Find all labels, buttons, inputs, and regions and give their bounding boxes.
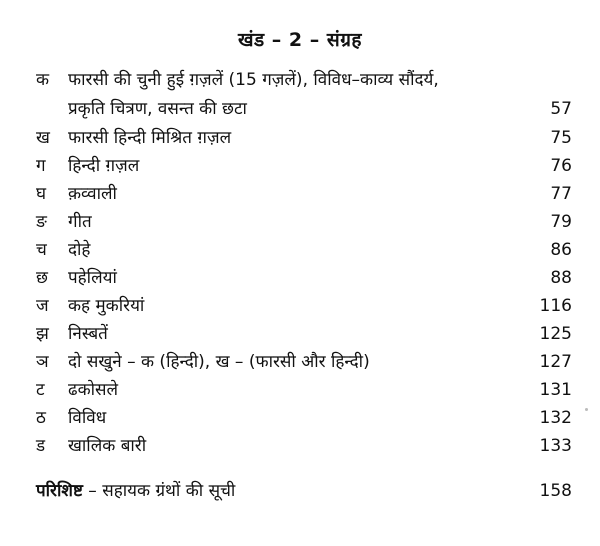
- toc-entry: [36, 404, 572, 432]
- entry-page-number: 125: [539, 324, 572, 344]
- toc-entry: [36, 152, 572, 180]
- entry-title: गीत: [68, 212, 92, 232]
- entry-page-number: 131: [539, 380, 572, 400]
- entry-letter: च: [36, 240, 47, 260]
- entry-letter: ट: [36, 380, 45, 400]
- entry-page-number: 86: [550, 240, 572, 260]
- section-title: खंड – 2 – संग्रह: [237, 29, 363, 51]
- entry-title: हिन्दी ग़ज़ल: [68, 156, 140, 176]
- entry-title: [68, 66, 512, 124]
- entry-page-number: 127: [539, 352, 572, 372]
- entry-title: ढकोसले: [68, 380, 119, 400]
- entry-page-number: 79: [550, 212, 572, 232]
- toc-entry: [36, 320, 572, 348]
- toc-entry: [36, 66, 572, 124]
- appendix-title: [36, 477, 512, 505]
- appendix-entry: [36, 477, 572, 505]
- entry-title: पहेलियां: [68, 268, 117, 288]
- entry-page-number: 76: [550, 156, 572, 176]
- entry-letter: ज: [36, 296, 49, 316]
- toc-entry: [36, 124, 572, 152]
- entry-page-number: 88: [550, 268, 572, 288]
- entry-title-line-2: प्रकृति चित्रण, वसन्त की छटा: [68, 99, 247, 119]
- entry-letter: छ: [36, 268, 48, 288]
- toc-entry: [36, 376, 572, 404]
- appendix-label: परिशिष्ट: [36, 481, 83, 501]
- entry-page-number: 132: [539, 408, 572, 428]
- entry-title: विविध: [68, 408, 107, 428]
- toc-entry: [36, 348, 572, 376]
- entry-letter: ड: [36, 436, 46, 456]
- entry-title: दोहे: [68, 240, 91, 260]
- entry-page-number: 57: [550, 99, 572, 119]
- entry-page-number: 133: [539, 436, 572, 456]
- toc-entry: [36, 236, 572, 264]
- entry-title: खालिक बारी: [68, 436, 147, 456]
- entry-title: दो सखुने – क (हिन्दी), ख – (फारसी और हिन्दी): [68, 352, 370, 372]
- entry-page-number: 75: [550, 128, 572, 148]
- entry-title: फारसी हिन्दी मिश्रित ग़ज़ल: [68, 128, 232, 148]
- entry-letter: घ: [36, 184, 47, 204]
- toc-entry: [36, 292, 572, 320]
- toc-entry: [36, 432, 572, 460]
- entry-page-number: 116: [539, 296, 572, 316]
- toc-entry: [36, 264, 572, 292]
- entry-letter: ग: [36, 156, 46, 176]
- entry-letter: क: [36, 70, 50, 90]
- entry-title: कह मुकरियां: [68, 296, 145, 316]
- entry-title: निस्बतें: [68, 324, 108, 344]
- appendix-description: – सहायक ग्रंथों की सूची: [82, 481, 236, 501]
- entry-letter: ङ: [36, 212, 47, 232]
- toc-entry: [36, 208, 572, 236]
- toc-entry: [36, 180, 572, 208]
- entry-letter: ख: [36, 128, 50, 148]
- entry-title: क़व्वाली: [68, 184, 117, 204]
- appendix-page-number: 158: [539, 481, 572, 501]
- toc-list: [36, 66, 572, 460]
- entry-title-line-1: फारसी की चुनी हुई ग़ज़लें (15 गज़लें), विविध–काव्य सौंदर्य,: [68, 70, 439, 90]
- entry-letter: ठ: [36, 408, 46, 428]
- scan-speck: [585, 408, 588, 411]
- entry-letter: झ: [36, 324, 49, 344]
- entry-page-number: 77: [550, 184, 572, 204]
- entry-letter: ञ: [36, 352, 49, 372]
